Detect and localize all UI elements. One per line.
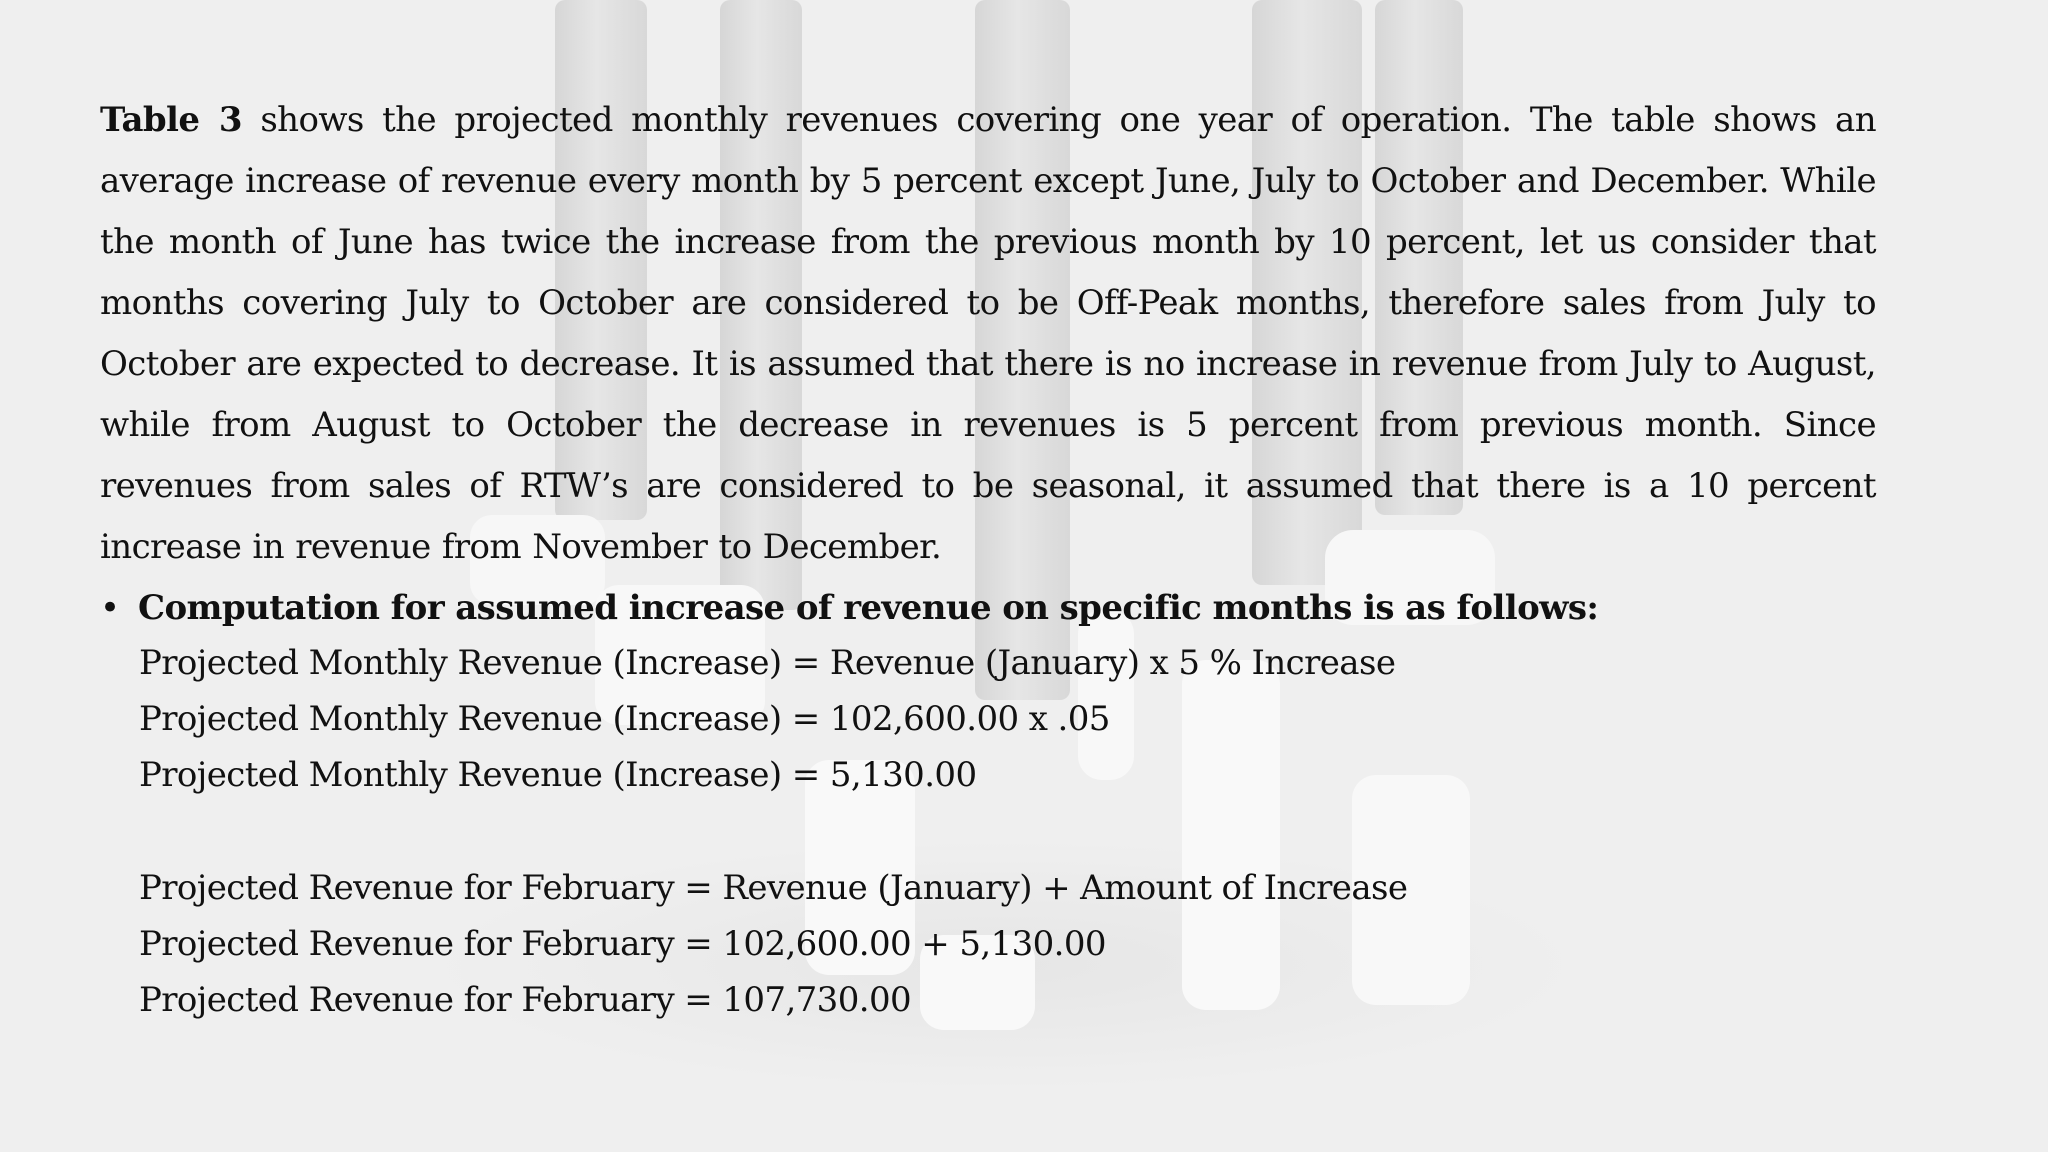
- bullet-icon: •: [100, 588, 120, 628]
- computation-line: Projected Monthly Revenue (Increase) = 102,600.00 x .05: [139, 699, 1110, 739]
- computation-line: Projected Revenue for February = Revenue (January) + Amount of Increase: [139, 868, 1408, 908]
- computation-february-block: [139, 860, 1407, 1028]
- intro-paragraph-text: shows the projected monthly revenues covering one year of operation. The table shows an average increase of revenue every month by 5 percent except June, July to October and December. While the month of June has twice the increase from the previous month by 10 percent, let us consider that months covering July to October are considered to be Off-Peak months, therefore sales from July to October are expected to decrease. It is assumed that there is no increase in revenue from July to August, while from August to October the decrease in revenues is 5 percent from previous month. Since revenues from sales of RTW’s are considered to be seasonal, it assumed that there is a 10 percent increase in revenue from November to December.: [100, 100, 1876, 567]
- computation-line: Projected Revenue for February = 102,600.00 + 5,130.00: [139, 924, 1106, 964]
- computation-increase-block: [139, 635, 1395, 803]
- text-content: [100, 90, 1876, 639]
- intro-paragraph: [100, 90, 1876, 578]
- computation-line: Projected Monthly Revenue (Increase) = 5,130.00: [139, 755, 977, 795]
- computation-bullet: [100, 578, 1876, 639]
- computation-line: Projected Monthly Revenue (Increase) = Revenue (January) x 5 % Increase: [139, 643, 1396, 683]
- table-reference: Table 3: [100, 100, 242, 140]
- computation-line: Projected Revenue for February = 107,730.00: [139, 980, 912, 1020]
- computation-heading: Computation for assumed increase of revenue on specific months is as follows:: [138, 588, 1599, 628]
